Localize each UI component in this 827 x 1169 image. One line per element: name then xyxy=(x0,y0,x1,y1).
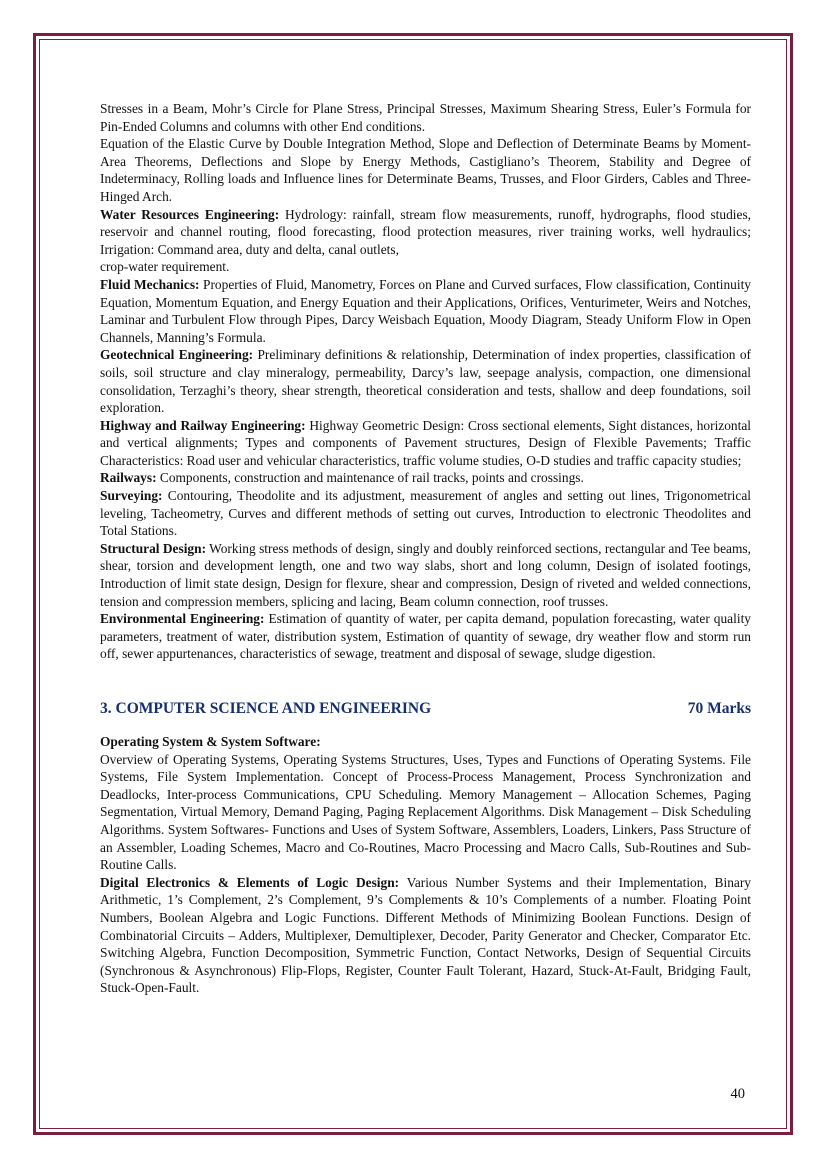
topic-heading: Digital Electronics & Elements of Logic Design: xyxy=(100,874,400,890)
syllabus-paragraph xyxy=(100,469,751,487)
syllabus-paragraph xyxy=(100,417,751,470)
syllabus-paragraph xyxy=(100,100,751,135)
topic-heading: Geotechnical Engineering: xyxy=(100,347,254,363)
topic-text: Various Number Systems and their Implementation, Binary Arithmetic, 1’s Complement, 2’s Complement, 9’s Complements & 10’s Complements of a number. Floating Point Numbers, Boolean Algebra and Logic Functions. Different Methods of Minimizing Boolean Functions. Design of Combinatorial Circuits – Adders, Multiplexer, Demultiplexer, Decoder, Parity Generator and Checker, Comparator Etc. Switching Algebra, Function Decomposition, Symmetric Function, Contact Networks, Design of Sequential Circuits (Synchronous & Asynchronous) Flip-Flops, Register, Counter Fault Tolerant, Hazard, Stuck-At-Fault, Bridging Fault, Stuck-Open-Fault. xyxy=(100,874,751,996)
syllabus-paragraph xyxy=(100,346,751,416)
topic-text: Components, construction and maintenance of rail tracks, points and crossings. xyxy=(156,470,584,486)
syllabus-paragraph xyxy=(100,206,751,259)
topic-text: Contouring, Theodolite and its adjustment, measurement of angles and setting out lines, Trigonometrical leveling, Tacheometry, Curves and different methods of setting out curves, Introduction to electronic Theodolites and Total Stations. xyxy=(100,488,751,539)
topic-text: Highway Geometric Design: Cross sectional elements, Sight distances, horizontal and vertical alignments; Types and components of Pavement structures, Design of Flexible Pavements; Traffic Characteristics: Road user and vehicular characteristics, traffic volume studies, O-D studies and traffic capacity studies; xyxy=(100,417,752,468)
syllabus-paragraph xyxy=(100,733,751,751)
syllabus-block-cse xyxy=(100,733,751,997)
section-marks: 70 Marks xyxy=(687,700,751,717)
syllabus-paragraph xyxy=(100,135,751,205)
section-heading xyxy=(100,699,751,719)
syllabus-paragraph xyxy=(100,276,751,346)
topic-text: Estimation of quantity of water, per capita demand, population forecasting, water quality parameters, treatment of water, distribution system, Estimation of quantity of sewage, dry weather flow and storm run off, sewer appurtenances, characteristics of sewage, treatment and disposal of sewage, sludge digestion. xyxy=(100,611,751,662)
syllabus-paragraph xyxy=(100,874,751,997)
topic-heading: Water Resources Engineering: xyxy=(100,206,280,222)
topic-text: Equation of the Elastic Curve by Double Integration Method, Slope and Deflection of Determinate Beams by Moment-Area Theorems, Deflections and Slope by Energy Methods, Castigliano’s Theorem, Stability and Degree of Indeterminacy, Rolling loads and Influence lines for Determinate Beams, Trusses, and Floor Girders, Cables and Three-Hinged Arch. xyxy=(100,136,751,204)
topic-text: Overview of Operating Systems, Operating Systems Structures, Uses, Types and Functions of Operating Systems. File Systems, File System Implementation. Concept of Process-Process Management, Process Synchronization and Deadlocks, Inter-process Communications, CPU Scheduling. Memory Management – Allocation Schemes, Paging Segmentation, Virtual Memory, Demand Paging, Paging Replacement Algorithms. Disk Management – Disk Scheduling Algorithms. System Softwares- Functions and Uses of System Software, Assemblers, Loaders, Linkers, Pass Structure of an Assembler, Loading Schemes, Macro and Co-Routines, Macro Processing and Macro Calls, Sub-Routines and Sub-Routine Calls. xyxy=(100,751,751,873)
syllabus-paragraph xyxy=(100,610,751,663)
topic-heading: Operating System & System Software: xyxy=(100,734,321,749)
topic-heading: Surveying: xyxy=(100,488,163,504)
page-number: 40 xyxy=(730,1086,745,1102)
syllabus-paragraph xyxy=(100,751,751,874)
topic-text: Working stress methods of design, singly and doubly reinforced sections, rectangular and Tee beams, shear, torsion and development length, one and two way slabs, short and long column, Design of isolated footings, Introduction of limit state design, Design for flexure, shear and compression, Design of riveted and welded connections, tension and compression members, splicing and lacing, Beam column connection, roof trusses. xyxy=(100,540,751,609)
syllabus-paragraph xyxy=(100,487,751,540)
topic-text: Properties of Fluid, Manometry, Forces on Plane and Curved surfaces, Flow classification, Continuity Equation, Momentum Equation, and Energy Equation and their Applications, Orifices, Venturimeter, Weirs and Notches, Laminar and Turbulent Flow through Pipes, Darcy Weisbach Equation, Moody Diagram, Steady Uniform Flow in Open Channels, Manning’s Formula. xyxy=(100,276,751,345)
topic-text: crop-water requirement. xyxy=(100,259,230,275)
syllabus-paragraph xyxy=(100,258,751,276)
syllabus-paragraph xyxy=(100,540,751,610)
topic-heading: Fluid Mechanics: xyxy=(100,276,200,292)
page-content xyxy=(100,100,751,997)
topic-heading: Environmental Engineering: xyxy=(100,611,265,627)
topic-text: Hydrology: rainfall, stream flow measurements, runoff, hydrographs, flood studies, reservoir and channel routing, flood forecasting, flood protection measures, river training works, well hydraulics; Irrigation: Command area, duty and delta, canal outlets, xyxy=(100,206,752,257)
topic-heading: Highway and Railway Engineering: xyxy=(100,417,306,433)
topic-text: Stresses in a Beam, Mohr’s Circle for Plane Stress, Principal Stresses, Maximum Shearing Stress, Euler’s Formula for Pin-Ended Columns and columns with other End conditions. xyxy=(100,101,751,134)
syllabus-block-civil xyxy=(100,100,751,663)
topic-heading: Structural Design: xyxy=(100,540,207,556)
section-title: 3. COMPUTER SCIENCE AND ENGINEERING xyxy=(100,700,432,717)
topic-heading: Railways: xyxy=(100,470,157,486)
topic-text: Preliminary definitions & relationship, Determination of index properties, classification of soils, soil structure and clay mineralogy, permeability, Darcy’s law, seepage analysis, compaction, one dimensional consolidation, Terzaghi’s theory, shear strength, theoretical consideration and tests, shallow and deep foundations, soil exploration. xyxy=(100,347,751,416)
